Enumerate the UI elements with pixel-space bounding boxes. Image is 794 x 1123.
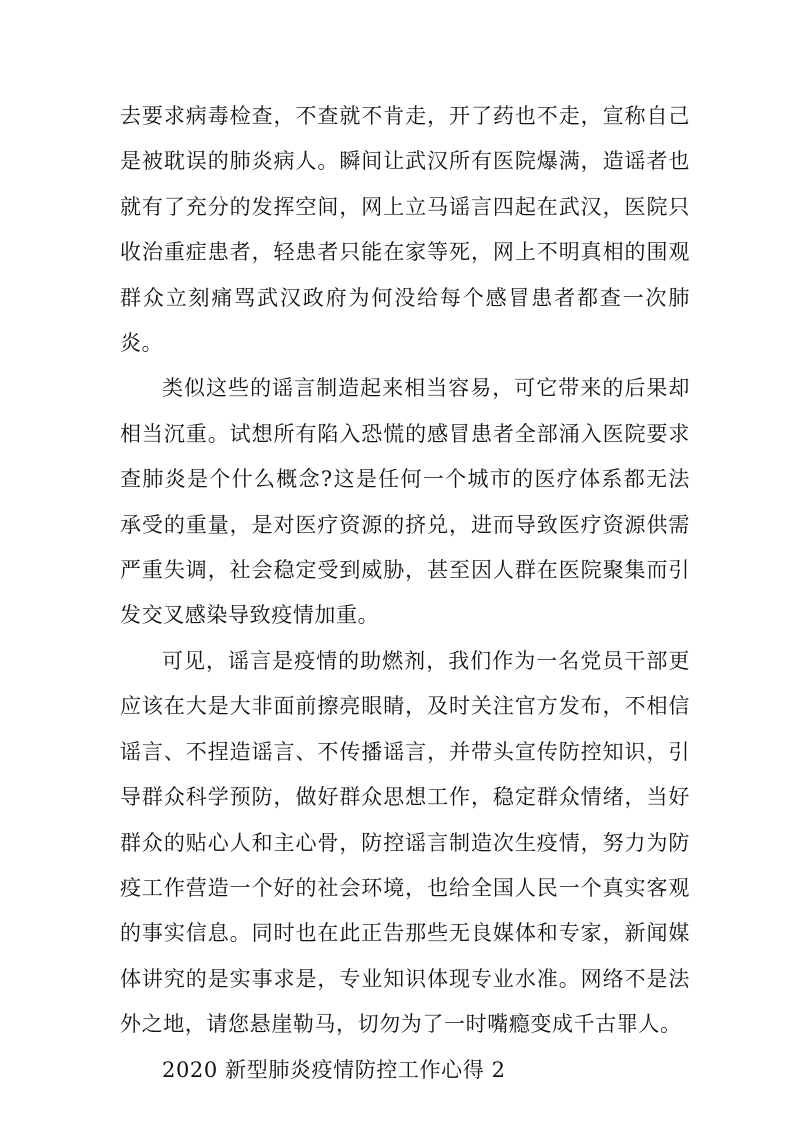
paragraph-3: 可见，谣言是疫情的助燃剂，我们作为一名党员干部更应该在大是大非面前擦亮眼睛，及时关注官方发布，不相信谣言、不捏造谣言、不传播谣言，并带头宣传防控知识，引导群众科学预防，做好群众思想工作，稳定群众情绪，当好群众的贴心人和主心骨，防控谣言制造次生疫情，努力为防疫工作营造一个好的社会环境，也给全国人民一个真实客观的事实信息。同时也在此正告那些无良媒体和专家，新闻媒体讲究的是实事求是，专业知识体现专业水准。网络不是法外之地，请您悬崖勒马，切勿为了一时嘴瘾变成千古罪人。 xyxy=(120,648,690,1037)
document-body xyxy=(120,94,690,1093)
paragraph-1: 去要求病毒检查，不查就不肯走，开了药也不走，宣称自己是被耽误的肺炎病人。瞬间让武汉所有医院爆满，造谣者也就有了充分的发挥空间，网上立马谣言四起在武汉，医院只收治重症患者，轻患者只能在家等死，网上不明真相的围观群众立刻痛骂武汉政府为何没给每个感冒患者都查一次肺炎。 xyxy=(120,104,690,356)
paragraph-2: 类似这些的谣言制造起来相当容易，可它带来的后果却相当沉重。试想所有陷入恐慌的感冒患者全部涌入医院要求查肺炎是个什么概念?这是任何一个城市的医疗体系都无法承受的重量，是对医疗资源的挤兑，进而导致医疗资源供需严重失调，社会稳定受到威胁，甚至因人群在医院聚集而引发交叉感染导致疫情加重。 xyxy=(120,376,690,628)
section-heading: 2020 新型肺炎疫情防控工作心得 2 xyxy=(162,1057,506,1082)
